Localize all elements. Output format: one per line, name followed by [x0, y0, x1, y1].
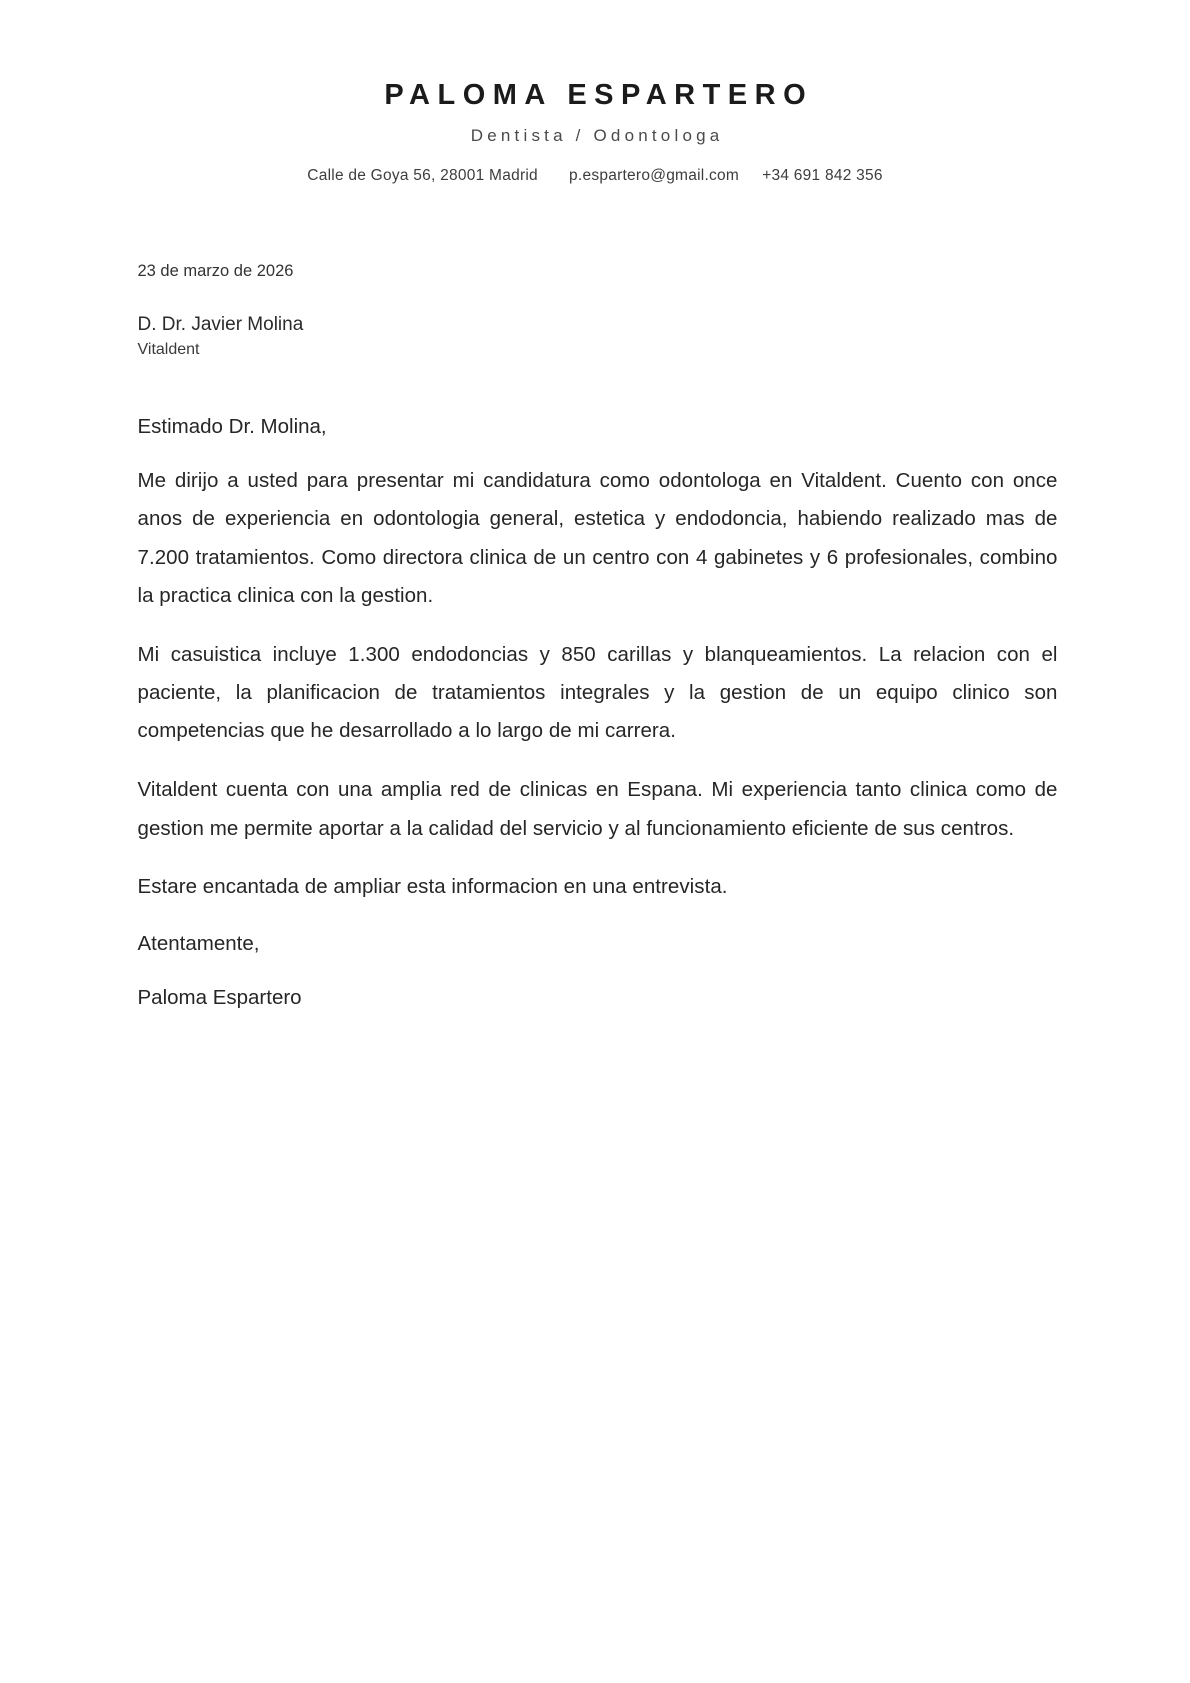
contact-address: Calle de Goya 56, 28001 Madrid [307, 166, 538, 184]
body-paragraph-1: Me dirijo a usted para presentar mi candidatura como odontologa en Vitaldent. Cuento con once anos de experiencia en odontologia general, estetica y endodoncia, habiendo realizado mas de 7.200 tratamientos. Como directora clinica de un centro con 4 gabinetes y 6 profesionales, combino la practica clinica con la gestion. [137, 468, 1058, 607]
recipient-name: D. Dr. Javier Molina [137, 313, 304, 335]
contact-email[interactable]: p.espartero@gmail.com [569, 166, 740, 184]
contact-line [0, 167, 1190, 185]
recipient-company: Vitaldent [137, 340, 200, 358]
letterhead [0, 0, 1190, 185]
letter-date: 23 de marzo de 2026 [137, 261, 294, 280]
candidate-job-title: Dentista / Odontologa [470, 125, 724, 145]
body-paragraph-3: Vitaldent cuenta con una amplia red de clinicas en Espana. Mi experiencia tanto clinica como de gestion me permite aportar a la calidad del servicio y al funcionamiento eficiente de sus centros. [137, 778, 1058, 840]
contact-phone[interactable]: +34 691 842 356 [762, 166, 883, 184]
body-paragraph-2: Mi casuistica incluye 1.300 endodoncias y 850 carillas y blanqueamientos. La relacion con el paciente, la planificacion de tratamientos integrales y la gestion de un equipo clinico son competencias que he desarrollado a lo largo de mi carrera. [137, 642, 1058, 743]
signature-name: Paloma Espartero [137, 986, 302, 1010]
closing-line: Atentamente, [137, 931, 260, 955]
letter-meta [138, 259, 1058, 361]
body-paragraph-4: Estare encantada de ampliar esta informacion en una entrevista. [137, 875, 728, 899]
letter-body [133, 259, 1058, 1015]
recipient-block [138, 312, 1058, 362]
salutation: Estimado Dr. Molina, [137, 415, 327, 439]
candidate-name: PALOMA ESPARTERO [384, 79, 814, 111]
